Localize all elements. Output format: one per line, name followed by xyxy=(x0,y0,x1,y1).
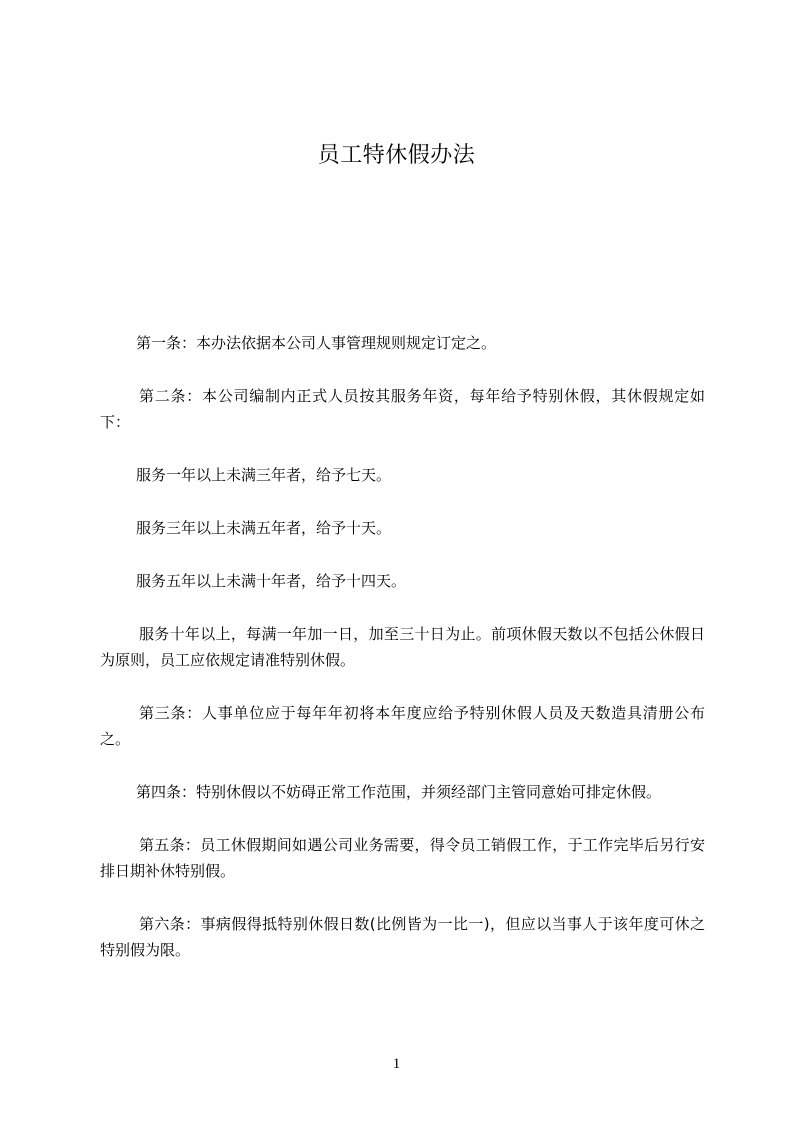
leave-rule-10-plus-years: 服务十年以上，每满一年加一日，加至三十日为止。前项休假天数以不包括公休假日为原则，员工应依规定请准特别休假。 xyxy=(100,625,705,669)
leave-rule-1-3-years: 服务一年以上未满三年者，给予七天。 xyxy=(136,466,392,484)
leave-rule-5-10-years: 服务五年以上未满十年者，给予十四天。 xyxy=(136,572,407,590)
document-title: 员工特休假办法 xyxy=(317,143,476,168)
document-body xyxy=(100,330,705,990)
page-number: 1 xyxy=(392,1056,401,1072)
article-3: 第三条：人事单位应于每年年初将本年度应给予特别休假人员及天数造具清册公布之。 xyxy=(100,704,705,748)
article-5: 第五条：员工休假期间如遇公司业务需要，得令员工销假工作，于工作完毕后另行安排日期补休特别假。 xyxy=(100,836,705,880)
article-2: 第二条：本公司编制内正式人员按其服务年资，每年给予特别休假，其休假规定如下： xyxy=(100,387,705,431)
leave-rule-3-5-years: 服务三年以上未满五年者，给予十天。 xyxy=(136,519,392,537)
article-1: 第一条：本办法依据本公司人事管理规则规定订定之。 xyxy=(136,334,497,352)
article-6: 第六条：事病假得抵特别休假日数(比例皆为一比一)，但应以当事人于该年度可休之特别假为限。 xyxy=(100,915,705,959)
article-4: 第四条：特别休假以不妨碍正常工作范围，并须经部门主管同意始可排定休假。 xyxy=(136,783,662,801)
